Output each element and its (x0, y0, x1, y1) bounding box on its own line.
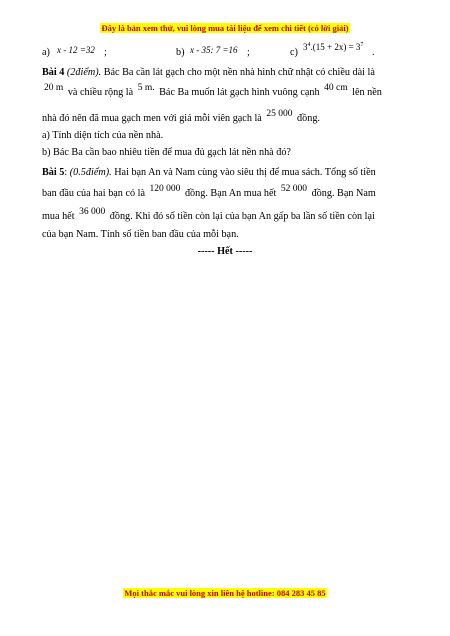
part-c-label: c) (290, 47, 298, 58)
hotline-notice-text: Mọi thắc mắc vui lòng xin liên hệ hotline: 084 283 45 85 (124, 588, 326, 598)
part-c-end: . (372, 47, 375, 58)
problem-5-title: Bài 5 (42, 167, 65, 178)
part-a-end: ; (104, 47, 107, 58)
part-a-label: a) (42, 47, 50, 58)
problem-4-question-a: a) Tính diện tích của nền nhà. (42, 130, 164, 141)
problem-4-line-3: nhà đó nên đã mua gạch men với giá mỗi viên gạch là 25 000 đồng. (42, 109, 320, 124)
problem-4-question-b: b) Bác Ba cần bao nhiêu tiền để mua đủ gạch lát nền nhà đó? (42, 147, 291, 158)
problem-5-line-2: ban đầu của hai bạn có là 120 000 đồng. Bạn An mua hết 52 000 đồng. Bạn Nam (42, 184, 376, 199)
problem-5-line-4: của bạn Nam. Tính số tiền ban đầu của mỗi bạn. (42, 229, 239, 240)
part-b-label: b) (176, 47, 185, 58)
tile-side-value: 40 cm (324, 83, 348, 93)
problem-5-line-3: mua hết 36 000 đồng. Khi đó số tiền còn lại của bạn An gấp ba lần số tiền còn lại (42, 207, 375, 222)
tile-price-value: 25 000 (266, 109, 293, 119)
length-value: 20 m (44, 83, 64, 93)
part-c-expression: $3^4.(15 + 2x) = 3^7$ (303, 42, 364, 52)
problem-4-line-1: Bài 4 (2điểm). Bác Ba cần lát gạch cho một nền nhà hình chữ nhật có chiều dài là (42, 67, 375, 78)
an-spent-value: 52 000 (280, 184, 308, 194)
problem-4-line-2: 20 m và chiều rộng là 5 m. Bác Ba muốn lát gạch hình vuông cạnh 40 cm lên nền (44, 83, 382, 98)
preview-notice-text: Đây là bản xem thử, vui lòng mua tài liệu để xem chi tiết (có lời giải) (101, 23, 349, 33)
total-value: 120 000 (149, 184, 181, 194)
problem-5-line-1: Bài 5: (0.5điểm). Hai bạn An và Nam cùng vào siêu thị để mua sách. Tổng số tiền (42, 167, 376, 178)
width-value: 5 m. (137, 83, 155, 93)
exercise-row (42, 42, 408, 63)
part-a-expression: x - 12 =32 (57, 45, 95, 55)
preview-notice-banner (0, 23, 450, 33)
nam-spent-value: 36 000 (79, 207, 106, 217)
problem-4-title: Bài 4 (42, 67, 65, 78)
part-b-expression: x - 35: 7 =16 (190, 45, 238, 55)
hotline-notice-banner (0, 588, 450, 598)
part-b-end: ; (247, 47, 250, 58)
end-mark: ----- Hết ----- (197, 246, 253, 257)
